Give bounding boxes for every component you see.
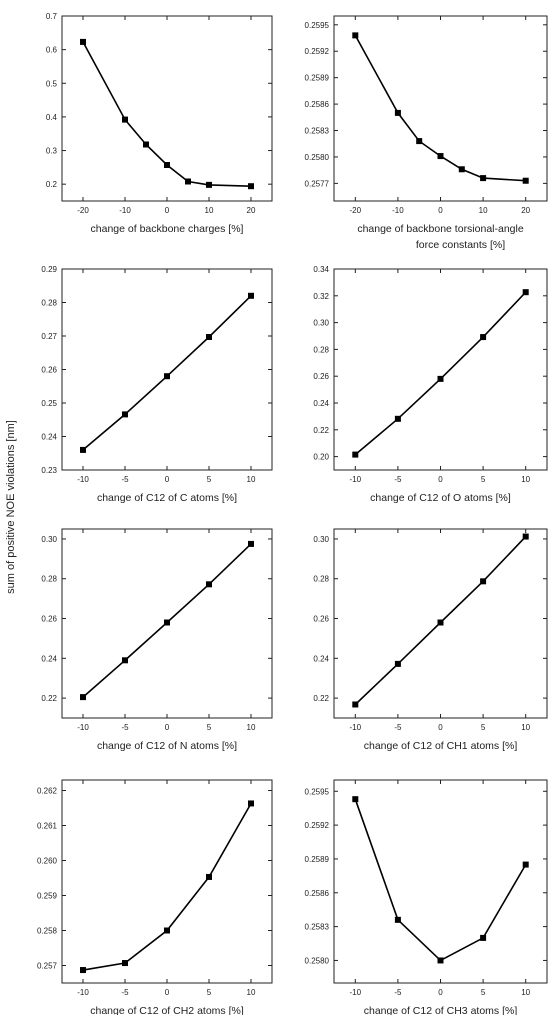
data-point [480,175,486,181]
x-tick-label: -5 [121,988,129,997]
x-tick-label: -20 [77,206,89,215]
chart-panel-7 [37,780,272,1015]
x-axis-label: change of C12 of CH1 atoms [%] [363,740,518,752]
x-tick-label: 10 [521,988,531,997]
shared-y-axis-label: sum of positive NOE violations [nm] [5,420,17,594]
x-tick-label: -5 [121,723,129,732]
x-tick-label: 5 [480,988,486,997]
data-point [438,153,444,159]
y-tick-label: 0.2577 [304,179,329,189]
y-tick-label: 0.26 [313,614,329,624]
data-point [164,373,170,379]
x-tick-label: 10 [246,723,256,732]
data-point [523,289,529,295]
data-point [480,334,486,340]
data-point [438,620,444,626]
y-tick-label: 0.2595 [304,20,329,30]
y-tick-label: 0.2592 [304,47,329,57]
data-point [395,917,401,923]
x-tick-label: 0 [164,206,170,215]
y-tick-label: 0.24 [41,654,57,664]
y-tick-label: 0.22 [313,425,329,435]
x-tick-label: 10 [521,723,531,732]
x-tick-label: -20 [349,206,362,215]
data-point [122,960,128,966]
data-point [395,110,401,116]
data-point [395,416,401,422]
data-point [143,141,149,147]
x-tick-label: 0 [164,475,170,484]
y-tick-label: 0.6 [45,45,57,55]
data-point [164,928,170,934]
data-point [480,935,486,941]
x-tick-label: -5 [121,475,129,484]
y-tick-label: 0.2580 [304,956,329,966]
data-point [80,447,86,453]
data-point [352,701,358,707]
data-point [206,334,212,340]
y-tick-label: 0.28 [41,574,57,584]
y-tick-label: 0.30 [313,318,329,328]
y-tick-label: 0.32 [313,291,329,301]
y-tick-label: 0.28 [313,345,329,355]
x-tick-label: -10 [349,723,362,732]
y-tick-label: 0.2583 [304,922,329,932]
x-tick-label: 10 [246,988,256,997]
y-tick-label: 0.4 [45,112,57,122]
x-tick-label: 0 [438,988,443,997]
series-line [355,292,525,454]
x-tick-label: 0 [438,475,443,484]
data-point [459,166,465,172]
chart-panel-8 [305,780,547,1015]
x-tick-label: -5 [394,475,402,484]
plot-frame [62,16,272,201]
x-tick-label: 5 [206,475,212,484]
data-point [206,581,212,587]
chart-panel-1 [46,12,272,235]
x-tick-label: 10 [521,475,531,484]
chart-panel-5 [41,529,272,752]
series-line [83,804,251,971]
x-tick-label: 10 [246,475,256,484]
x-tick-label: -5 [394,988,402,997]
y-tick-label: 0.23 [41,466,57,475]
y-tick-label: 0.259 [36,891,57,901]
y-tick-label: 0.30 [313,534,329,544]
data-point [395,661,401,667]
chart-panel-4 [313,265,547,504]
series-line [355,799,525,960]
data-point [185,178,191,184]
x-tick-label: 0 [164,988,170,997]
y-tick-label: 0.261 [36,821,57,831]
x-tick-label: -5 [394,723,402,732]
y-tick-label: 0.5 [45,79,57,89]
data-point [248,293,254,299]
data-point [523,534,529,540]
x-tick-label: 0 [164,723,170,732]
y-tick-label: 0.260 [36,856,57,866]
y-tick-label: 0.26 [41,614,57,624]
y-tick-label: 0.257 [36,961,57,971]
x-tick-label: 20 [246,206,256,215]
data-point [352,452,358,458]
data-point [523,862,529,868]
x-tick-label: -10 [77,723,89,732]
y-tick-label: 0.28 [41,298,57,308]
data-point [164,162,170,168]
x-axis-label: change of C12 of O atoms [%] [370,492,511,504]
x-tick-label: 10 [478,206,488,215]
x-tick-label: 20 [521,206,531,215]
y-tick-label: 0.28 [313,574,329,584]
y-tick-label: 0.20 [313,452,329,462]
y-tick-label: 0.2583 [304,126,329,136]
x-tick-label: 5 [480,723,486,732]
series-line [83,296,251,450]
y-tick-label: 0.3 [45,146,57,156]
x-tick-label: 5 [480,475,486,484]
y-tick-label: 0.22 [313,694,329,704]
y-tick-label: 0.24 [313,399,329,408]
chart-panel-3 [41,265,272,504]
data-point [80,967,86,973]
data-point [122,657,128,663]
x-axis-label: change of C12 of CH3 atoms [%] [363,1005,518,1015]
x-tick-label: 10 [204,206,214,215]
x-tick-label: 0 [438,723,443,732]
y-tick-label: 0.258 [36,926,57,936]
x-tick-label: 0 [438,206,443,215]
y-tick-label: 0.34 [313,265,329,274]
chart-panel-2 [305,16,547,251]
y-tick-label: 0.24 [313,654,329,664]
chart-panels [37,12,547,1015]
x-tick-label: -10 [349,475,362,484]
x-tick-label: 5 [206,723,212,732]
data-point [164,620,170,626]
data-point [122,117,128,123]
data-point [480,578,486,584]
y-tick-label: 0.30 [41,534,57,544]
x-axis-label: change of C12 of C atoms [%] [96,492,238,504]
y-tick-label: 0.2586 [304,100,329,110]
x-tick-label: -10 [77,988,89,997]
x-tick-label: -10 [392,206,404,215]
plot-frame [334,16,547,201]
x-tick-label: 5 [206,988,212,997]
y-tick-label: 0.26 [41,365,57,375]
data-point [352,32,358,38]
x-axis-label: change of backbone charges [%] [90,223,244,235]
y-tick-label: 0.25 [41,399,57,408]
data-point [248,183,254,189]
y-tick-label: 0.2589 [304,73,329,83]
y-tick-label: 0.27 [41,332,57,341]
data-point [80,694,86,700]
x-axis-label: change of backbone torsional-angle [357,223,524,235]
x-axis-label: force constants [%] [415,239,506,251]
chart-panel-6 [313,529,547,752]
x-axis-label: change of C12 of CH2 atoms [%] [90,1005,244,1015]
y-tick-label: 0.2 [45,180,57,190]
y-tick-label: 0.29 [41,265,57,274]
x-tick-label: -10 [77,475,89,484]
y-tick-label: 0.24 [41,432,57,442]
x-tick-label: -10 [349,988,362,997]
y-tick-label: 0.2589 [304,854,329,864]
y-tick-label: 0.26 [313,372,329,382]
y-tick-label: 0.2580 [304,152,329,162]
y-tick-label: 0.2586 [304,888,329,898]
plot-frame [62,780,272,983]
data-point [438,376,444,382]
plot-frame [334,269,547,470]
data-point [248,541,254,547]
data-point [523,178,529,184]
x-tick-label: -10 [119,206,131,215]
y-tick-label: 0.7 [45,12,57,21]
data-point [122,411,128,417]
data-point [206,182,212,188]
y-tick-label: 0.2592 [304,821,329,831]
data-point [438,957,444,963]
y-tick-label: 0.22 [41,694,57,704]
data-point [352,796,358,802]
y-tick-label: 0.2595 [304,787,329,797]
data-point [416,138,422,144]
x-axis-label: change of C12 of N atoms [%] [96,740,238,752]
data-point [248,800,254,806]
data-point [80,39,86,45]
plot-frame [62,269,272,470]
data-point [206,874,212,880]
y-tick-label: 0.262 [36,786,57,796]
